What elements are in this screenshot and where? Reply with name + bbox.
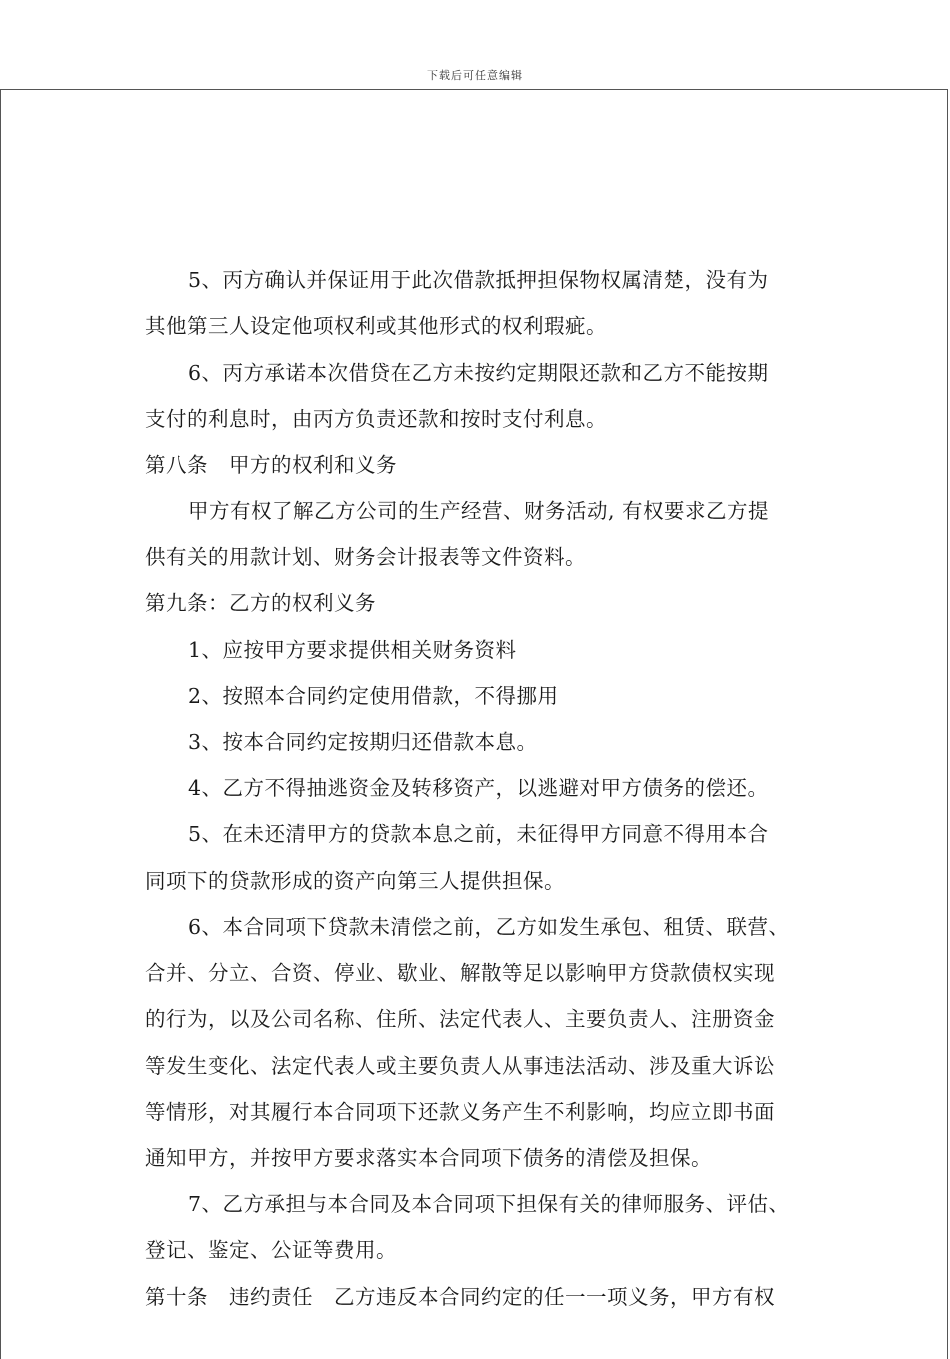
list-item: 2、按照本合同约定使用借款，不得挪用 [188, 684, 559, 708]
list-item: 5、在未还清甲方的贷款本息之前，未征得甲方同意不得用本合 [188, 822, 769, 846]
text-line: 登记、鉴定、公证等费用。 [145, 1238, 397, 1262]
text-line: 合并、分立、合资、停业、歇业、解散等足以影响甲方贷款债权实现 [145, 961, 775, 985]
list-item: 4、乙方不得抽逃资金及转移资产，以逃避对甲方债务的偿还。 [188, 776, 769, 800]
text-line: 同项下的贷款形成的资产向第三人提供担保。 [145, 869, 565, 893]
list-item: 1、应按甲方要求提供相关财务资料 [188, 638, 517, 662]
text-line: 的行为，以及公司名称、住所、法定代表人、主要负责人、注册资金 [145, 1007, 775, 1031]
text-line: 等发生变化、法定代表人或主要负责人从事违法活动、涉及重大诉讼 [145, 1054, 775, 1078]
text-line: 甲方有权了解乙方公司的生产经营、财务活动, 有权要求乙方提 [188, 499, 770, 523]
article-heading: 第八条 甲方的权利和义务 [145, 453, 397, 477]
text-line: 等情形，对其履行本合同项下还款义务产生不利影响，均应立即书面 [145, 1100, 775, 1124]
article-heading: 第十条 违约责任 乙方违反本合同约定的任一一项义务，甲方有权 [145, 1285, 775, 1309]
text-line: 5、丙方确认并保证用于此次借款抵押担保物权属清楚，没有为 [188, 268, 769, 292]
list-item: 6、本合同项下贷款未清偿之前，乙方如发生承包、租赁、联营、 [188, 915, 790, 939]
text-line: 供有关的用款计划、财务会计报表等文件资料。 [145, 545, 586, 569]
text-line: 其他第三人设定他项权利或其他形式的权利瑕疵。 [145, 314, 607, 338]
list-item: 3、按本合同约定按期归还借款本息。 [188, 730, 538, 754]
text-line: 支付的利息时，由丙方负责还款和按时支付利息。 [145, 407, 607, 431]
text-line: 6、丙方承诺本次借贷在乙方未按约定期限还款和乙方不能按期 [188, 361, 769, 385]
list-item: 7、乙方承担与本合同及本合同项下担保有关的律师服务、评估、 [188, 1192, 790, 1216]
article-heading: 第九条：乙方的权利义务 [145, 591, 376, 615]
text-line: 通知甲方，并按甲方要求落实本合同项下债务的清偿及担保。 [145, 1146, 712, 1170]
header-note: 下载后可任意编辑 [427, 69, 523, 82]
